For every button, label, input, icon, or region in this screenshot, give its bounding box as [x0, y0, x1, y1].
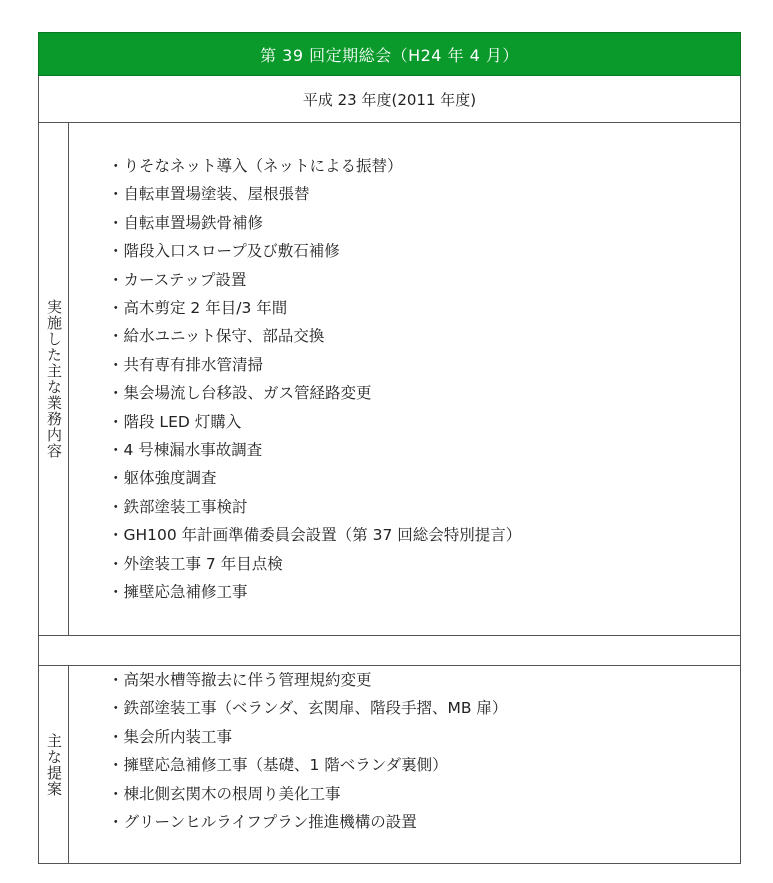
proposals-list: [69, 666, 740, 836]
implemented-section: [38, 123, 741, 636]
list-item: ・高木剪定 2 年目/3 年間: [108, 299, 288, 318]
separator-row: [38, 636, 741, 666]
list-item: ・自転車置場鉄骨補修: [108, 213, 264, 232]
list-item: ・りそなネット導入（ネットによる振替）: [108, 157, 403, 175]
proposals-label: 主な提案: [45, 732, 63, 797]
proposals-list-cell: [69, 666, 740, 863]
implemented-label: 実施した主な業務内容: [45, 299, 63, 459]
proposals-label-cell: [39, 666, 69, 863]
list-item: ・躯体強度調査: [108, 469, 217, 488]
list-item: ・高架水槽等撤去に伴う管理規約変更: [108, 671, 372, 689]
list-item: ・外塗装工事 7 年目点検: [108, 554, 283, 573]
meeting-summary-table: [38, 32, 741, 864]
list-item: ・給水ユニット保守、部品交換: [108, 327, 325, 346]
list-item: ・鉄部塗装工事（ベランダ、玄関扉、階段手摺、MB 扉）: [108, 699, 508, 718]
list-item: ・棟北側玄関木の根周り美化工事: [108, 784, 341, 803]
list-item: ・4 号棟漏水事故調査: [108, 441, 263, 460]
implemented-list-cell: [69, 123, 740, 635]
list-item: ・GH100 年計画準備委員会設置（第 37 回総会特別提言）: [108, 526, 522, 545]
list-item: ・自転車置場塗装、屋根張替: [108, 185, 310, 204]
proposals-section: [38, 666, 741, 864]
implemented-label-cell: [39, 123, 69, 635]
list-item: ・集会場流し台移設、ガス管経路変更: [108, 384, 372, 403]
list-item: ・鉄部塗装工事検討: [108, 497, 248, 516]
list-item: ・擁壁応急補修工事: [108, 583, 248, 602]
fiscal-year: 平成 23 年度(2011 年度): [38, 76, 741, 123]
list-item: ・集会所内装工事: [108, 727, 233, 746]
list-item: ・擁壁応急補修工事（基礎、1 階ベランダ裏側）: [108, 756, 448, 775]
list-item: ・共有専有排水管清掃: [108, 355, 264, 374]
list-item: ・グリーンヒルライフプラン推進機構の設置: [108, 813, 417, 832]
meeting-title: 第 39 回定期総会（H24 年 4 月）: [38, 32, 741, 76]
list-item: ・カーステップ設置: [108, 270, 247, 289]
implemented-list: [69, 123, 740, 607]
list-item: ・階段入口スロープ及び敷石補修: [108, 242, 340, 261]
list-item: ・階段 LED 灯購入: [108, 412, 242, 431]
